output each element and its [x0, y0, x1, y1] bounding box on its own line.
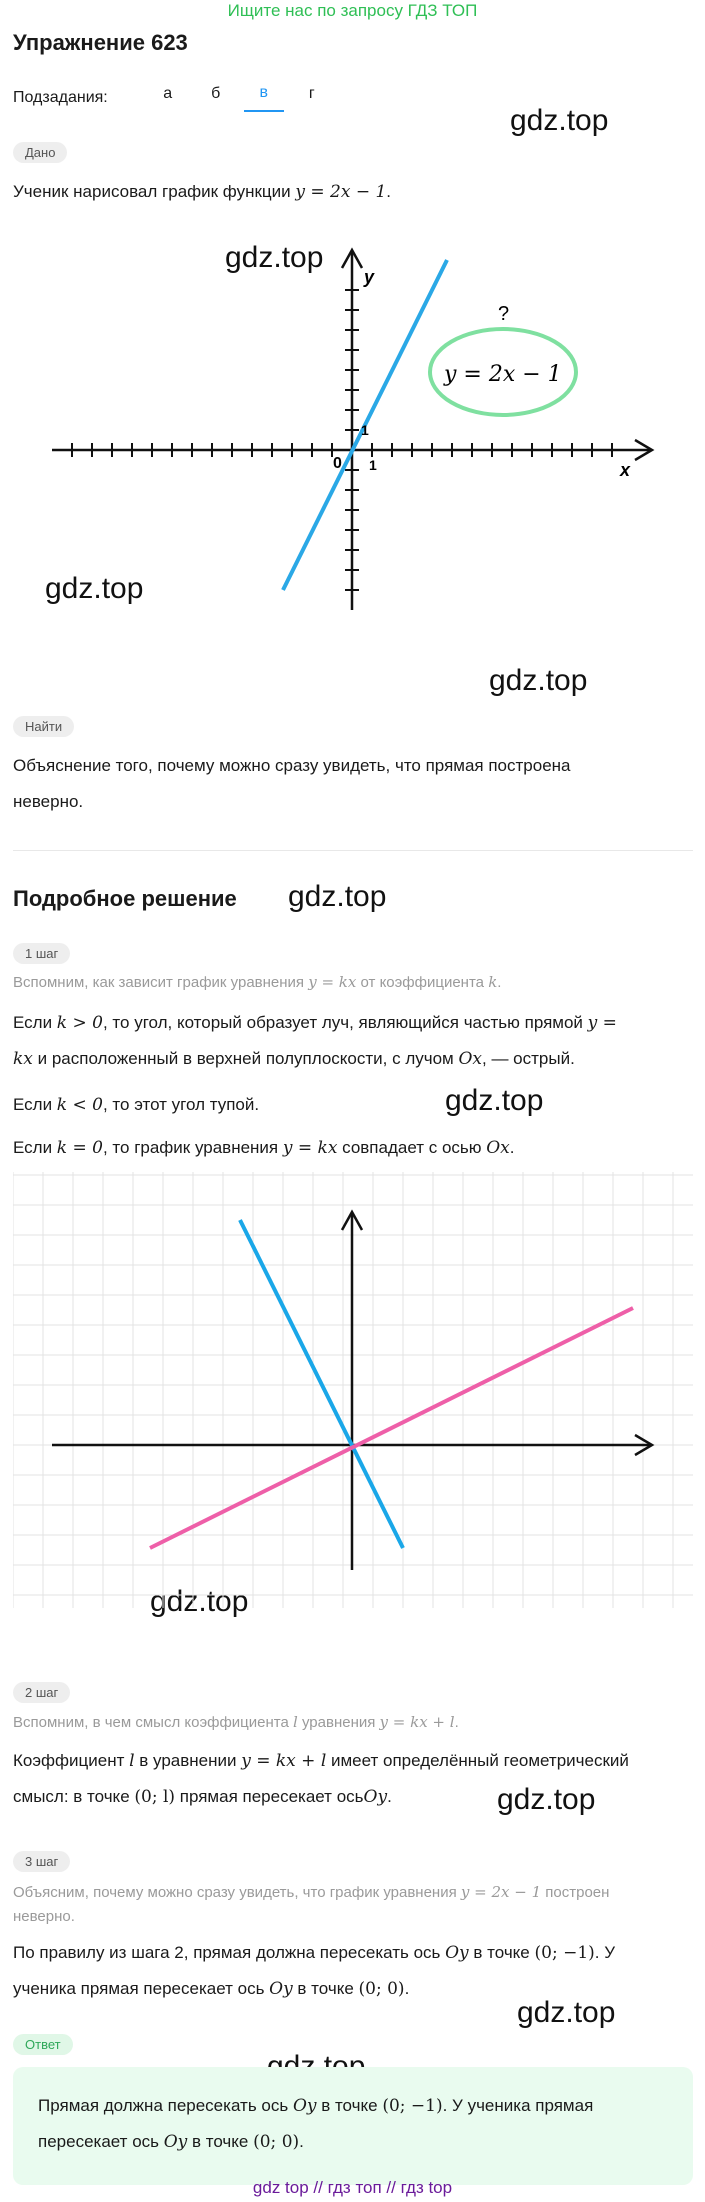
- subtask-tab-b[interactable]: б: [211, 85, 221, 102]
- divider: [13, 850, 693, 851]
- answer-chip: Ответ: [13, 2034, 73, 2055]
- step1-intro: Вспомним, как зависит график уравнения y = kx от коэффициента k.: [13, 973, 502, 991]
- step1-chip: 1 шаг: [13, 943, 70, 964]
- step3-intro: Объясним, почему можно сразу увидеть, что график уравнения y = 2x − 1 построен неверно.: [13, 1883, 610, 1925]
- x-tick-1-label: 1: [369, 457, 377, 473]
- watermark: gdz.top: [445, 1084, 544, 1117]
- given-chip: Дано: [13, 142, 67, 163]
- step1-para2: Если k < 0, то этот угол тупой.: [13, 1095, 260, 1115]
- top-banner[interactable]: Ищите нас по запросу ГДЗ ТОП: [227, 1, 478, 20]
- watermark: gdz.top: [45, 572, 144, 605]
- student-graph: [0, 230, 705, 620]
- given-formula: y = 2x − 1: [295, 182, 387, 202]
- find-chip: Найти: [13, 716, 74, 737]
- step2-intro: Вспомним, в чем смысл коэффициента l уравнения y = kx + l.: [13, 1713, 459, 1731]
- subtask-tab-a[interactable]: а: [163, 85, 173, 102]
- page-title: Упражнение 623: [13, 30, 188, 55]
- step2-chip: 2 шаг: [13, 1682, 70, 1703]
- step1-para3: Если k = 0, то график уравнения y = kx совпадает с осью Ox.: [13, 1138, 515, 1158]
- step3-para: По правилу из шага 2, прямая должна пересекать ось Oy в точке (0; −1). У ученика прямая пересекает ось Oy в точке (0; 0).: [13, 1943, 616, 1999]
- solution-heading: Подробное решение: [13, 886, 237, 911]
- origin-label: 0: [333, 455, 342, 472]
- y-axis-label: y: [364, 267, 375, 287]
- subtasks-bar: [13, 84, 340, 112]
- slope-graph: [13, 1170, 693, 1610]
- watermark: gdz.top: [288, 880, 387, 913]
- subtask-tab-g[interactable]: г: [308, 85, 315, 102]
- watermark: gdz.top: [225, 241, 324, 274]
- positive-slope-line: [150, 1308, 633, 1548]
- given-text: Ученик нарисовал график функции y = 2x − 1.: [13, 182, 392, 202]
- watermark: gdz.top: [510, 104, 609, 137]
- watermark: gdz.top: [489, 664, 588, 697]
- subtask-tab-v[interactable]: в: [244, 84, 284, 112]
- find-text: Объяснение того, почему можно сразу увидеть, что прямая построена неверно.: [13, 756, 571, 811]
- subtasks-label: Подзадания:: [13, 89, 108, 106]
- watermark: gdz.top: [517, 1996, 616, 2029]
- y-tick-1-label: 1: [361, 422, 369, 438]
- x-axis-label: x: [620, 460, 631, 480]
- ellipse-formula: y = 2x − 1: [444, 362, 562, 387]
- answer-text: Прямая должна пересекать ось Oy в точке (0; −1). У ученика прямая пересекает ось Oy в точке (0; 0).: [38, 2096, 594, 2152]
- step3-chip: 3 шаг: [13, 1851, 70, 1872]
- footer-links[interactable]: gdz top // гдз топ // гдз top: [252, 2178, 453, 2197]
- negative-slope-line: [240, 1220, 403, 1548]
- step2-para: Коэффициент l в уравнении y = kx + l имеет определённый геометрический смысл: в точке (0; l) прямая пересекает осьOy.: [13, 1751, 629, 1807]
- watermark: gdz.top: [497, 1783, 596, 1816]
- watermark: gdz.top: [150, 1585, 249, 1618]
- question-mark: ?: [498, 303, 510, 325]
- step1-para1: Если k > 0, то угол, который образует луч, являющийся частью прямой y = kx и расположенный в верхней полуплоскости, с лучом Ox, — острый.: [13, 1013, 617, 1069]
